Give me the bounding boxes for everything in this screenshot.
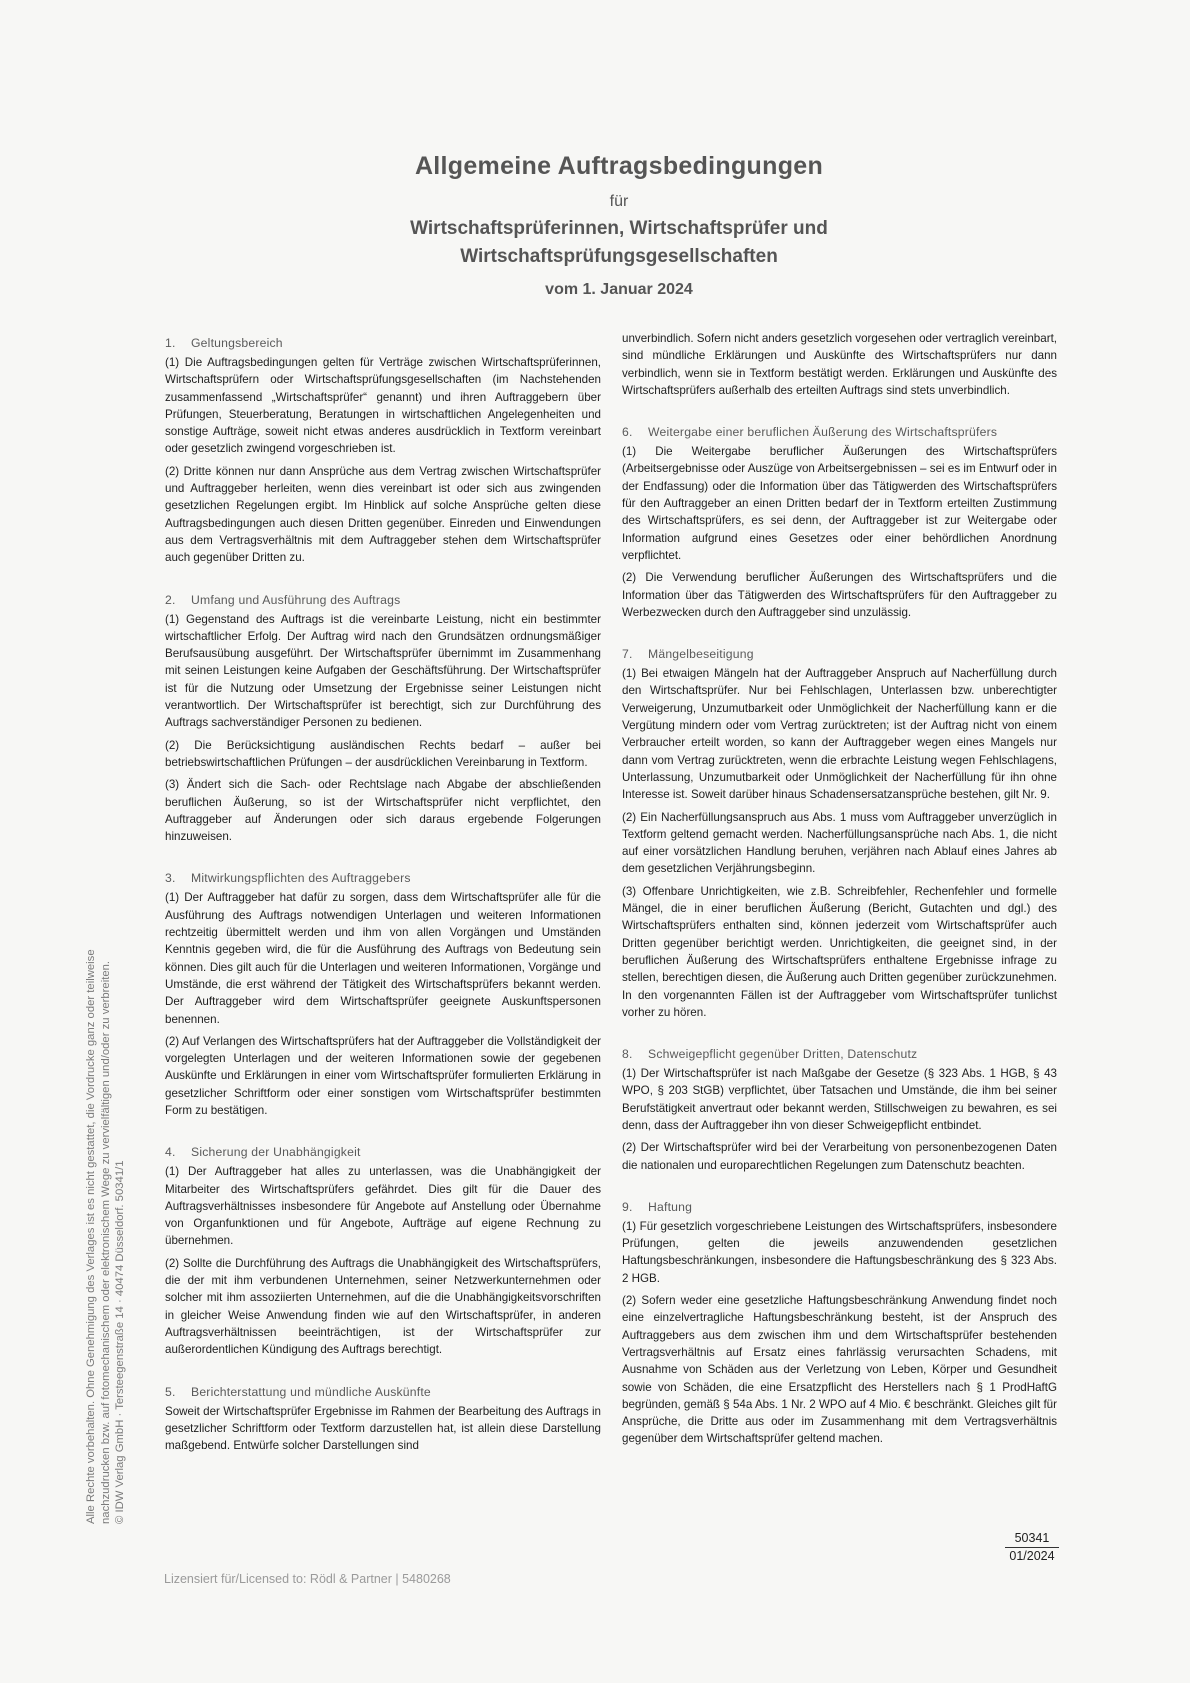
section-heading [622, 425, 1057, 439]
section [165, 336, 601, 567]
paragraph: unverbindlich. Sofern nicht anders gesetzlich vorgesehen oder vertraglich vereinbart, sind mündliche Erklärungen und Auskünfte des Wirtschaftsprüfers nur dann verbindlich, wenn sie in Textform bestätigt werden. Erklärungen und Auskünfte des Wirtschaftsprüfers außerhalb des erteilten Auftrags sind stets unverbindlich. [622, 332, 1058, 397]
document-version-date: 01/2024 [1009, 1549, 1055, 1563]
document-title: Allgemeine Auftragsbedingungen [414, 152, 824, 180]
section-number: 1. [165, 336, 176, 350]
section-title: Weitergabe einer beruflichen Äußerung des Wirtschaftsprüfers [648, 425, 998, 440]
paragraph: (1) Gegenstand des Auftrags ist die vereinbarte Leistung, nicht ein bestimmter wirtschaftlicher Erfolg. Der Auftrag wird nach den Grundsätzen ordnungsmäßiger Berufsausübung ausgeführt. Der Wirtschaftsprüfer übernimmt im Zusammenhang mit seinen Leistungen keine Aufgaben der Geschäftsführung. Der Wirtschaftsprüfer ist für die Nutzung oder Umsetzung der Ergebnisse seiner Leistungen nicht verantwortlich. Der Wirtschaftsprüfer ist berechtigt, sich zur Durchführung des Auftrags sachverständiger Personen zu bedienen. [165, 612, 601, 730]
section-heading [622, 1047, 1057, 1061]
section-title: Haftung [648, 1199, 693, 1214]
section [622, 1047, 1057, 1174]
section [165, 1145, 601, 1358]
paragraph: (1) Bei etwaigen Mängeln hat der Auftraggeber Anspruch auf Nacherfüllung durch den Wirtschaftsprüfer. Nur bei Fehlschlagen, Unterlassen bzw. unberechtigter Verweigerung, Unzumutbarkeit oder Unmöglichkeit der Nacherfüllung kann er die Vergütung mindern oder vom Vertrag zurücktreten; ist der Auftrag nicht von einem Verbraucher erteilt worden, so kann der Auftraggeber wegen eines Mangels nur dann vom Vertrag zurücktreten, wenn die erbrachte Leistung wegen Fehlschlagens, Unterlassung, Unzumutbarkeit oder Unmöglichkeit der Nacherfüllung für ihn ohne Interesse ist. Soweit darüber hinaus Schadensersatzansprüche bestehen, gilt Nr. 9. [622, 667, 1057, 802]
section-heading [165, 593, 601, 607]
section-title: Sicherung der Unabhängigkeit [191, 1145, 361, 1160]
paragraph: (2) Sofern weder eine gesetzliche Haftungsbeschränkung Anwendung findet noch eine einzelvertragliche Haftungsbeschränkung besteht, ist der Anspruch des Auftraggebers aus dem zwischen ihm und dem Wirtschaftsprüfer bestehenden Vertragsverhältnis auf Ersatz eines fahrlässig verursachten Schadens, mit Ausnahme von Schäden aus der Verletzung von Leben, Körper und Gesundheit sowie von Schäden, die eine Ersatzpflicht des Herstellers nach § 1 ProdHaftG begründen, gemäß § 54a Abs. 1 Nr. 2 WPO auf 4 Mio. € beschränkt. Gleiches gilt für Ansprüche, die Dritte aus oder im Zusammenhang mit dem Vertragsverhältnis gegenüber dem Wirtschaftsprüfer geltend machen. [622, 1294, 1057, 1446]
section-title: Mängelbeseitigung [648, 647, 754, 662]
paragraph: Soweit der Wirtschaftsprüfer Ergebnisse im Rahmen der Bearbeitung des Auftrags in gesetzlicher Schriftform oder Textform darzustellen hat, ist allein diese Darstellung maßgebend. Entwürfe solcher Darstellungen sind [165, 1404, 601, 1453]
paragraph: (1) Der Auftraggeber hat dafür zu sorgen, dass dem Wirtschaftsprüfer alle für die Ausführung des Auftrags notwendigen Unterlagen und weiteren Informationen rechtzeitig übermittelt werden und ihm von allen Vorgängen und Umständen Kenntnis gegeben wird, die für die Ausführung des Auftrags von Bedeutung sein können. Dies gilt auch für die Unterlagen und weiteren Informationen, Vorgänge und Umstände, die erst während der Tätigkeit des Wirtschaftsprüfers bekannt werden. Der Auftraggeber wird dem Wirtschaftsprüfer geeignete Auskunftspersonen benennen. [165, 891, 601, 1026]
paragraph: (1) Der Auftraggeber hat alles zu unterlassen, was die Unabhängigkeit der Mitarbeiter des Wirtschaftsprüfers gefährdet. Dies gilt für die Dauer des Auftragsverhältnisses insbesondere für Angebote auf Anstellung oder Übernahme von Organfunktionen und für Angebote, Aufträge auf eigene Rechnung zu übernehmen. [165, 1165, 601, 1248]
section [622, 330, 1057, 399]
copyright-line-3: © IDW Verlag GmbH · Tersteegenstraße 14 · 40474 Düsseldorf. 50341/1 [114, 1160, 126, 1524]
document-date: vom 1. Januar 2024 [545, 281, 693, 298]
copyright-line-2: nachzudrucken bzw. auf fotomechanischem oder elektronischem Wege zu vervielfältigen und/oder zu verbreiten. [99, 960, 112, 1524]
paragraph: (2) Sollte die Durchführung des Auftrags die Unabhängigkeit des Wirtschaftsprüfers, die der mit ihm verbundenen Unternehmen, seiner Netzwerkunternehmen oder solcher mit ihm assoziierten Unternehmen, auf die die Unabhängigkeitsvorschriften in gleicher Weise Anwendung finden wie auf den Wirtschaftsprüfer, in anderen Auftragsverhältnissen beeinträchtigen, ist der Wirtschaftsprüfer zur außerordentlichen Kündigung des Auftrags berechtigt. [165, 1256, 601, 1357]
paragraph: (2) Dritte können nur dann Ansprüche aus dem Vertrag zwischen Wirtschaftsprüfer und Auftraggeber herleiten, wenn dies vereinbart ist oder sich aus zwingenden gesetzlichen Regelungen ergibt. Im Hinblick auf solche Ansprüche gelten diese Auftragsbedingungen auch diesen Dritten gegenüber. Einreden und Einwendungen aus dem Vertragsverhältnis mit dem Auftraggeber stehen dem Wirtschaftsprüfer auch gegenüber Dritten zu. [165, 464, 601, 565]
section [622, 1200, 1057, 1448]
section [165, 871, 601, 1119]
paragraph: (2) Ein Nacherfüllungsanspruch aus Abs. 1 muss vom Auftraggeber unverzüglich in Textform geltend gemacht werden. Nacherfüllungsansprüche nach Abs. 1, die nicht auf einer vorsätzlichen Handlung beruhen, verjähren nach Ablauf eines Jahres ab dem gesetzlichen Verjährungsbeginn. [622, 810, 1057, 876]
section [165, 593, 601, 846]
copyright-sidebar [84, 804, 128, 1524]
paragraph: (2) Die Berücksichtigung ausländischen Rechts bedarf – außer bei betriebswirtschaftlichen Prüfungen – der ausdrücklichen Vereinbarung in Textform. [165, 738, 601, 769]
section-title: Berichterstattung und mündliche Auskünfte [191, 1384, 431, 1399]
paragraph: (2) Die Verwendung beruflicher Äußerungen des Wirtschaftsprüfers und die Information über das Tätigwerden des Wirtschaftsprüfers für den Auftraggeber zu Werbezwecken durch den Auftraggeber sind unzulässig. [622, 571, 1057, 619]
paragraph: (2) Der Wirtschaftsprüfer wird bei der Verarbeitung von personenbezogenen Daten die nationalen und europarechtlichen Regelungen zum Datenschutz beachten. [622, 1141, 1057, 1172]
section-heading [165, 1145, 601, 1159]
section-heading [165, 1385, 601, 1399]
paragraph: (3) Ändert sich die Sach- oder Rechtslage nach Abgabe der abschließenden beruflichen Äußerung, so ist der Wirtschaftsprüfer nicht verpflichtet, den Auftraggeber auf Änderungen oder sich daraus ergebende Folgerungen hinzuweisen. [165, 778, 601, 844]
right-column [622, 330, 1057, 1474]
paragraph: (1) Die Auftragsbedingungen gelten für Verträge zwischen Wirtschaftsprüferinnen, Wirtschaftsprüfern oder Wirtschaftsprüfungsgesellschaften (im Nachstehenden zusammenfassend „Wirtschaftsprüfer“ genannt) und ihren Auftraggebern über Prüfungen, Steuerberatung, Beratungen in wirtschaftlichen Angelegenheiten und sonstige Aufträge, soweit nicht etwas anderes ausdrücklich in Textform vereinbart oder gesetzlich zwingend vorgeschrieben ist. [165, 356, 601, 456]
paragraph: (1) Die Weitergabe beruflicher Äußerungen des Wirtschaftsprüfers (Arbeitsergebnisse oder Auszüge von Arbeitsergebnissen – sei es im Entwurf oder in der Endfassung) oder die Information über das Tätigwerden des Wirtschaftsprüfers für den Auftraggeber an einen Dritten bedarf der in Textform erteilten Zustimmung des Wirtschaftsprüfers, es sei denn, der Auftraggeber ist zur Weitergabe oder Information aufgrund eines Gesetzes oder einer behördlichen Anordnung verpflichtet. [622, 445, 1057, 562]
section-number: 6. [622, 425, 633, 440]
license-footer: Lizensiert für/Licensed to: Rödl & Partner | 5480268 [164, 1572, 451, 1586]
section-heading [622, 1200, 1057, 1214]
subtitle-line-1: Wirtschaftsprüferinnen, Wirtschaftsprüfer und [410, 218, 828, 239]
title-fuer: für [609, 193, 629, 210]
section [165, 1385, 601, 1455]
document-number: 50341 [1005, 1530, 1059, 1548]
section-title: Mitwirkungspflichten des Auftraggebers [191, 871, 411, 886]
section-heading [165, 336, 601, 350]
section-number: 9. [622, 1199, 633, 1214]
paragraph: (3) Offenbare Unrichtigkeiten, wie z.B. Schreibfehler, Rechenfehler und formelle Mängel, die in einer beruflichen Äußerung (Bericht, Gutachten und dgl.) des Wirtschaftsprüfers enthalten sind, können jederzeit vom Wirtschaftsprüfer auch Dritten gegenüber berichtigt werden. Unrichtigkeiten, die geeignet sind, in der beruflichen Äußerung des Wirtschaftsprüfers enthaltene Ergebnisse infrage zu stellen, berechtigen diesen, die Äußerung auch Dritten gegenüber zurückzunehmen. In den vorgenannten Fällen ist der Auftraggeber vom Wirtschaftsprüfer tunlichst vorher zu hören. [622, 884, 1057, 1019]
subtitle-line-2: Wirtschaftsprüfungsgesellschaften [460, 246, 778, 267]
paragraph: (1) Für gesetzlich vorgeschriebene Leistungen des Wirtschaftsprüfers, insbesondere Prüfungen, gelten die jeweils anzuwendenden gesetzlichen Haftungsbeschränkungen, insbesondere die Haftungsbeschränkung des § 323 Abs. 2 HGB. [622, 1219, 1057, 1285]
copyright-line-1: Alle Rechte vorbehalten. Ohne Genehmigung des Verlages ist es nicht gestattet, die Vordrucke ganz oder teilweise [85, 949, 97, 1524]
section-number: 2. [165, 592, 176, 607]
section [622, 425, 1057, 621]
section-number: 7. [622, 647, 633, 662]
paragraph: (2) Auf Verlangen des Wirtschaftsprüfers hat der Auftraggeber die Vollständigkeit der vorgelegten Unterlagen und der weiteren Informationen sowie der gegebenen Auskünfte und Erklärungen in einer vom Wirtschaftsprüfer formulierten Erklärung in gesetzlicher Schriftform oder einer sonstigen vom Wirtschaftsprüfer bestimmten Form zu bestätigen. [165, 1034, 601, 1117]
section-number: 8. [622, 1047, 633, 1062]
document-number-box [1005, 1530, 1059, 1565]
section-number: 4. [165, 1145, 176, 1160]
section-number: 5. [165, 1384, 176, 1399]
section-title: Geltungsbereich [191, 336, 283, 350]
section [622, 647, 1057, 1021]
left-column [165, 336, 601, 1480]
section-title: Umfang und Ausführung des Auftrags [191, 592, 401, 607]
section-heading [165, 871, 601, 885]
paragraph: (1) Der Wirtschaftsprüfer ist nach Maßgabe der Gesetze (§ 323 Abs. 1 HGB, § 43 WPO, § 203 StGB) verpflichtet, über Tatsachen und Umstände, die ihm bei seiner Berufstätigkeit anvertraut oder bekannt werden, Stillschweigen zu bewahren, es sei denn, dass der Auftraggeber ihn von dieser Schweigepflicht entbindet. [622, 1067, 1057, 1132]
section-number: 3. [165, 871, 176, 886]
section-heading [622, 647, 1057, 661]
section-title: Schweigepflicht gegenüber Dritten, Datenschutz [648, 1047, 918, 1062]
